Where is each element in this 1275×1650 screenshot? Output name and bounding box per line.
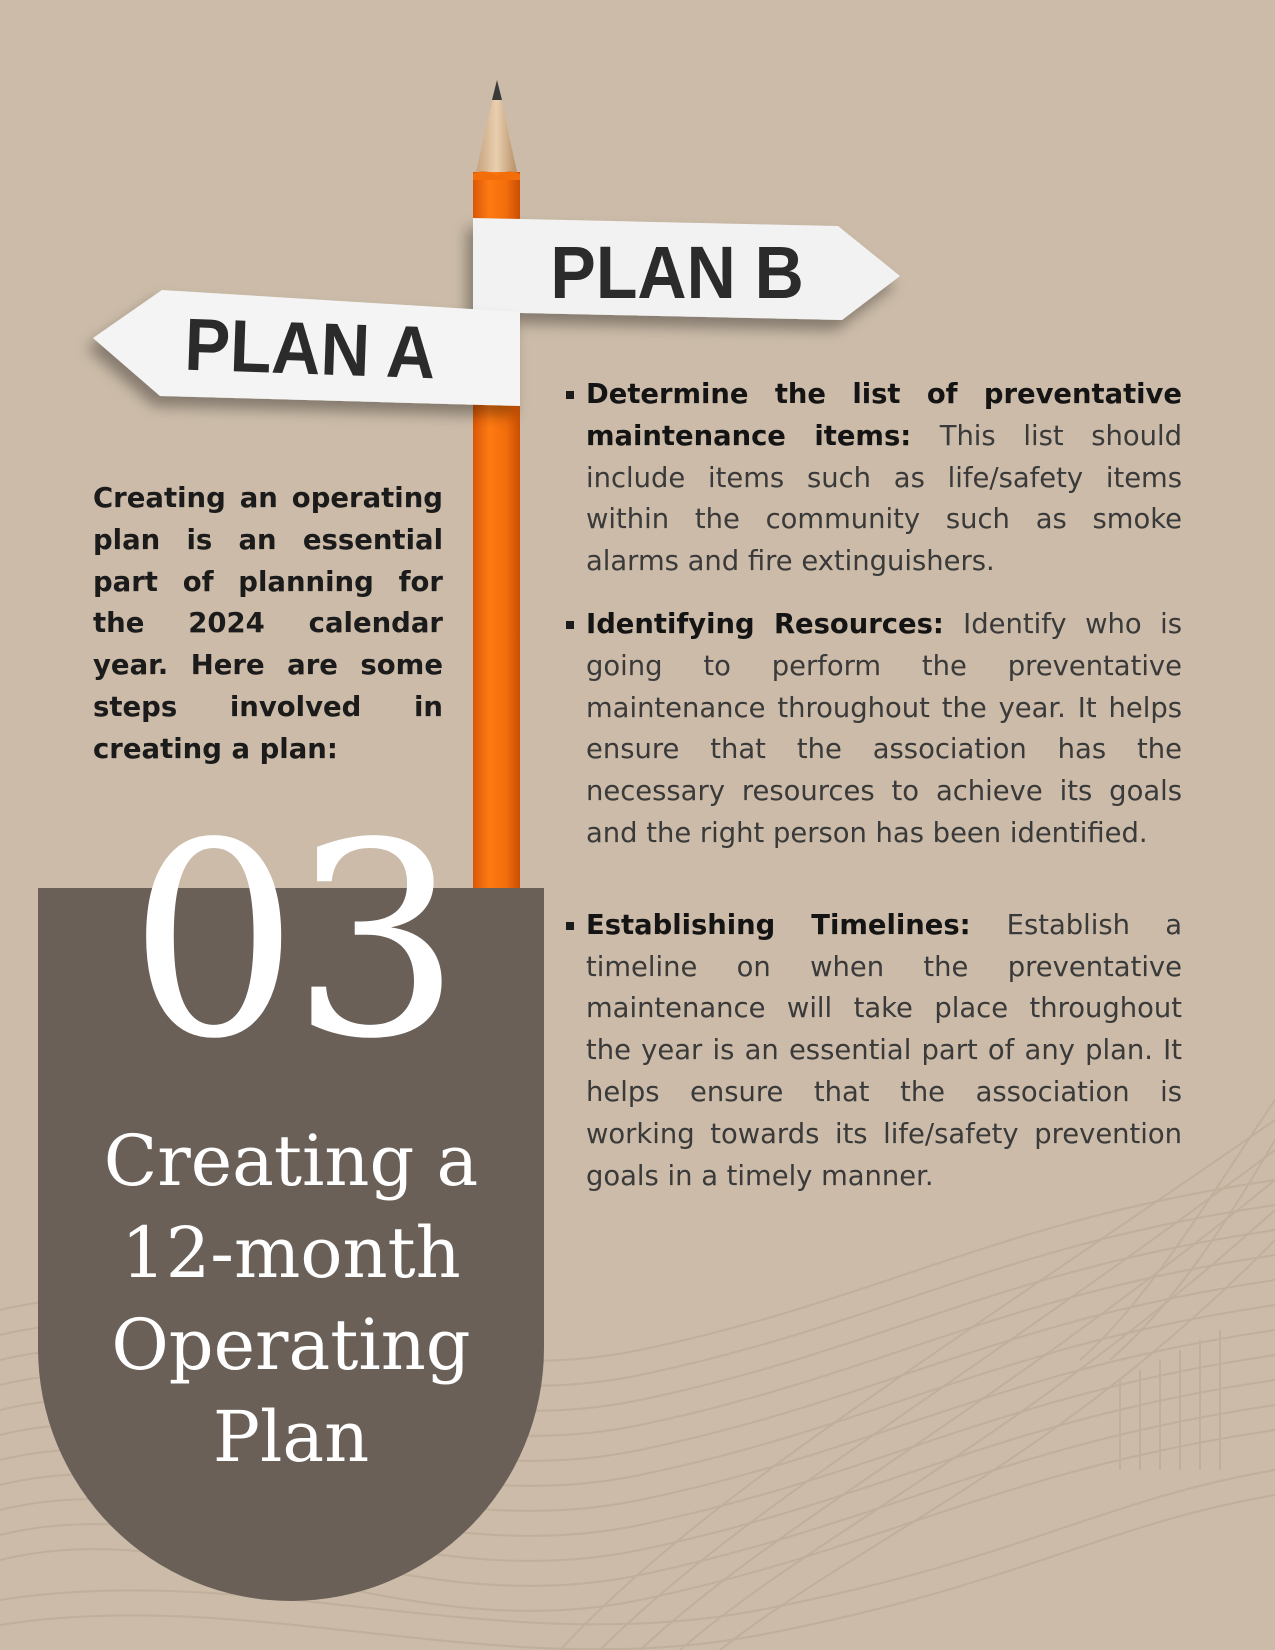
plan-a-label: PLAN A [183, 304, 437, 396]
step-term: Determine the list of preventative maintenance items: [586, 379, 1182, 452]
section-number: 03 [128, 786, 454, 1098]
step-text: Identify who is going to perform the preventative maintenance throughout the year. It helps ensure that the association has the necessary resources to achieve its goals and the right person has been identified. [586, 608, 1182, 849]
plan-b-label: PLAN B [550, 232, 804, 315]
step-text: This list should include items such as life/safety items within the community such as smoke alarms and fire extinguishers. [586, 420, 1182, 578]
section-title: Creating a 12-month Operating Plan [103, 1120, 479, 1478]
step-item [566, 374, 1182, 583]
step-item [566, 604, 1182, 855]
bullet-icon [566, 922, 574, 930]
step-term: Identifying Resources: [586, 608, 964, 640]
bullet-icon [566, 391, 574, 399]
intro-paragraph: Creating an operating plan is an essential part of planning for the 2024 calendar year. Here are some steps involved in creating a plan: [93, 482, 443, 765]
pencil [473, 80, 520, 890]
step-text: Establish a timeline on when the preventative maintenance will take place throughout the year is an essential part of any plan. It helps ensure that the association is working towards its life/safety prevention goals in a timely manner. [586, 909, 1182, 1192]
steps-list [566, 374, 1182, 1197]
step-term: Establishing Timelines: [586, 909, 1007, 941]
bullet-icon [566, 621, 574, 629]
step-item [566, 905, 1182, 1198]
